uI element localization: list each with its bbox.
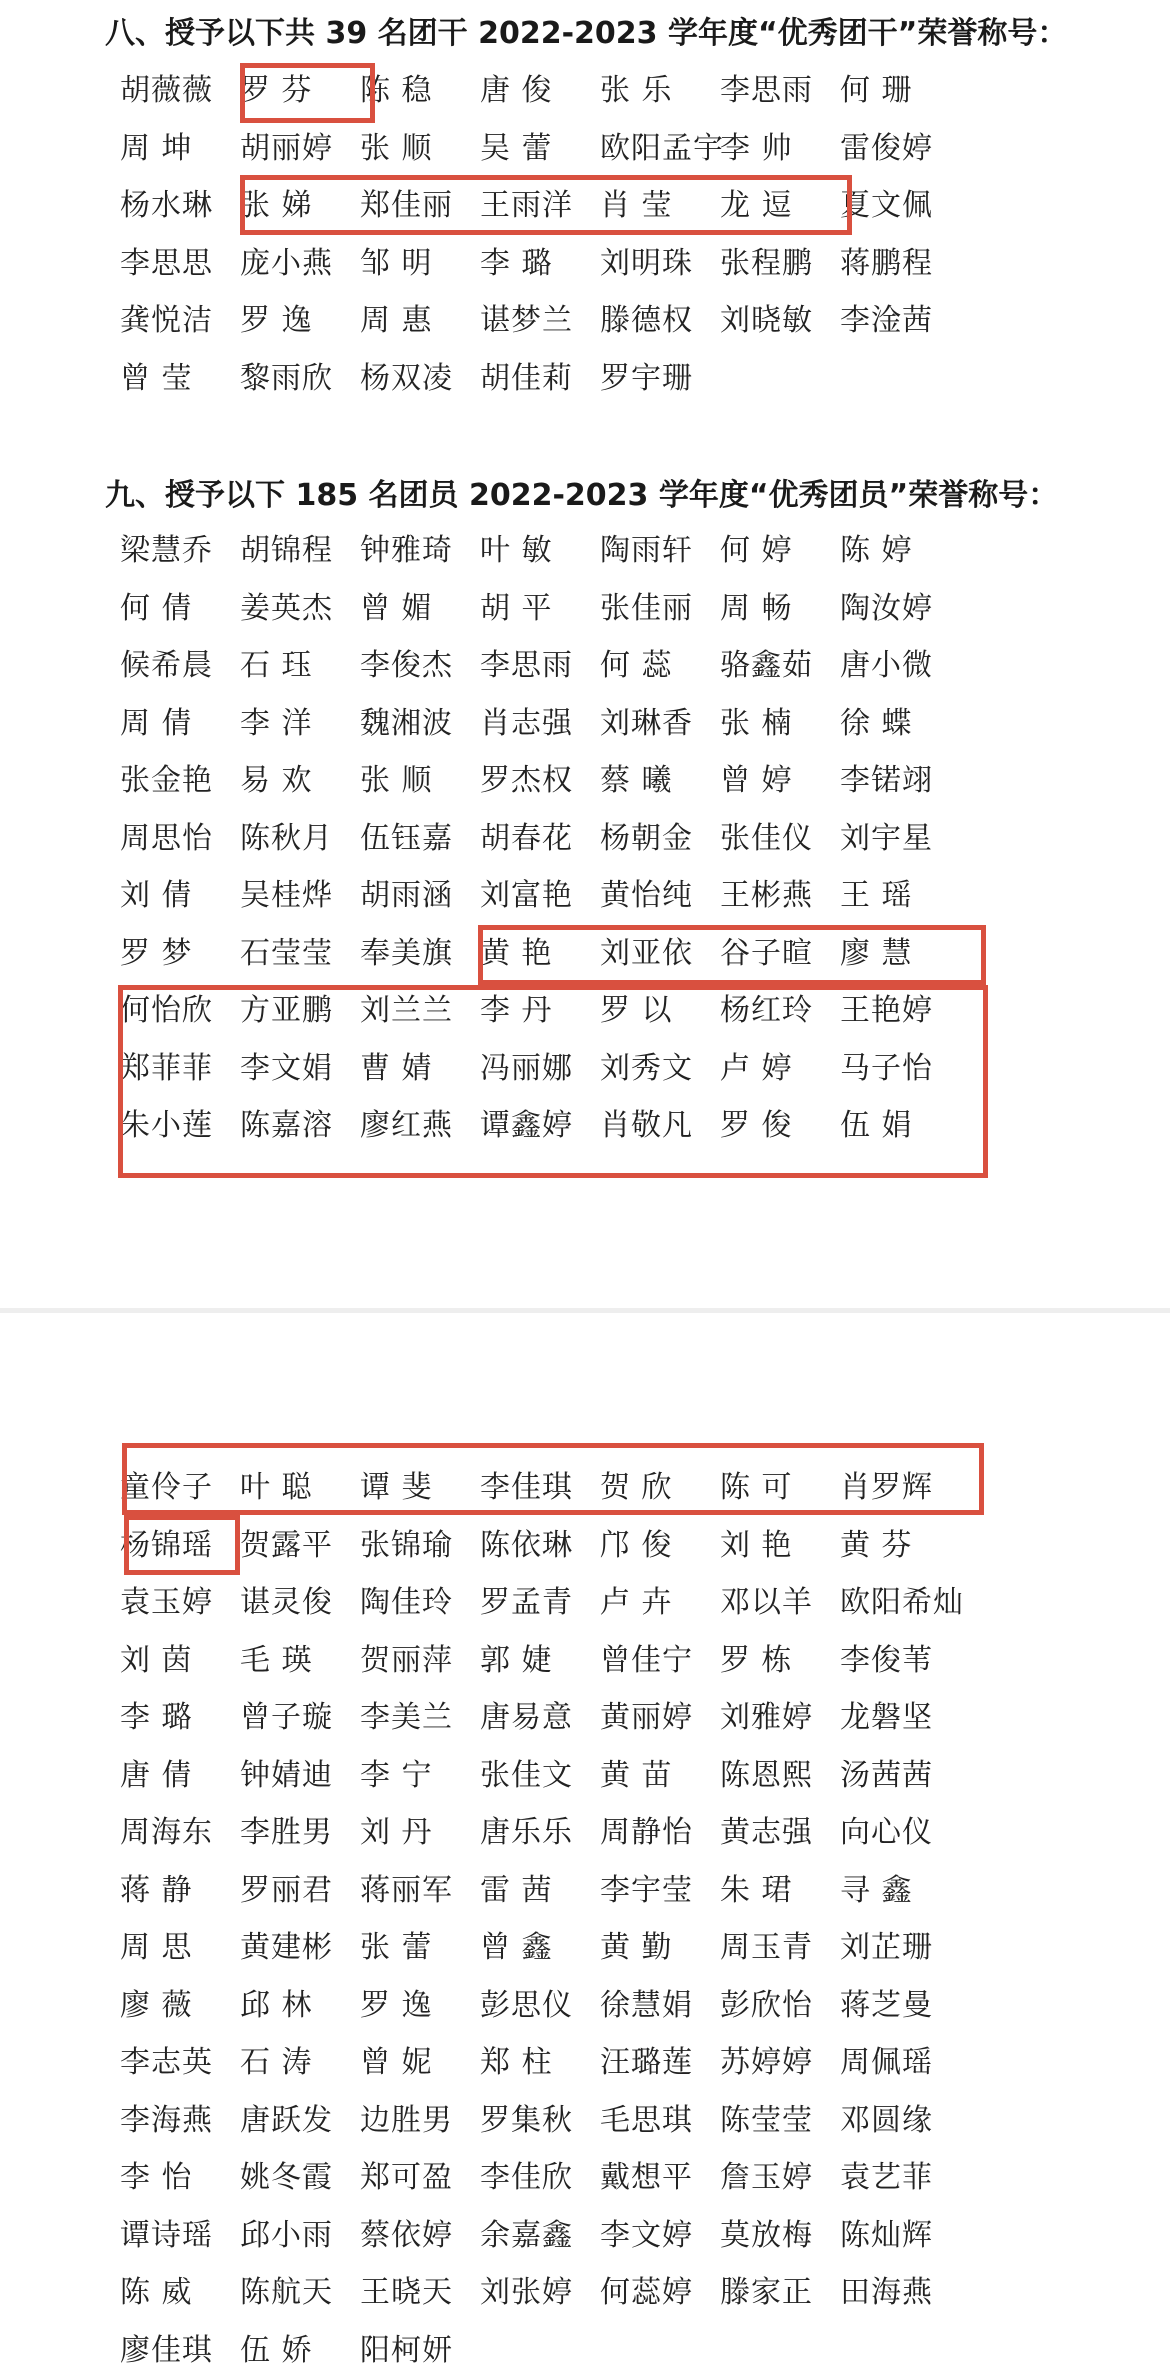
name-cell: 李思思 [120, 245, 213, 281]
name-cell: 胡佳莉 [480, 360, 573, 396]
section-8-heading: 八、授予以下共 39 名团干 2022-2023 学年度“优秀团干”荣誉称号： [105, 16, 1068, 51]
name-cell: 陈航天 [240, 2275, 333, 2310]
name-cell: 陈莹莹 [720, 2102, 813, 2138]
name-cell: 李美兰 [360, 1700, 453, 1735]
name-cell: 张佳文 [480, 1757, 573, 1793]
name-cell: 张 楠 [720, 705, 793, 741]
name-cell: 易 欢 [240, 763, 313, 798]
highlight-box-page2-first-row [122, 1443, 984, 1515]
name-cell: 李佳欣 [480, 2160, 573, 2195]
name-cell: 邱小雨 [240, 2217, 333, 2253]
name-cell: 廖 薇 [120, 1987, 193, 2023]
name-cell: 黄建彬 [240, 1930, 333, 1965]
name-cell: 李宇莹 [600, 1872, 693, 1908]
name-cell: 朱 珺 [720, 1872, 793, 1908]
name-cell: 李文娟 [240, 1050, 333, 1086]
name-cell: 曾佳宁 [600, 1642, 693, 1678]
name-cell: 张佳丽 [600, 590, 693, 626]
name-cell: 钟雅琦 [360, 533, 453, 568]
name-cell: 吴桂烨 [240, 878, 333, 913]
name-cell: 唐 俊 [480, 73, 553, 108]
name-cell: 詹玉婷 [720, 2160, 813, 2195]
highlight-box-luo-fen [240, 63, 375, 123]
name-cell: 罗 芬 [240, 73, 313, 108]
name-cell: 杨水琳 [120, 188, 213, 223]
name-cell: 陈 婷 [840, 533, 913, 568]
name-cell: 阳柯妍 [360, 2332, 453, 2368]
name-cell: 周佩瑶 [840, 2045, 933, 2080]
name-cell: 唐 倩 [120, 1757, 193, 1793]
page-separator [0, 1308, 1170, 1313]
name-cell: 贺丽萍 [360, 1642, 453, 1678]
name-cell: 张 蕾 [360, 1930, 433, 1965]
name-cell: 黄怡纯 [600, 878, 693, 913]
name-cell: 陶佳玲 [360, 1585, 453, 1620]
name-cell: 邓以羊 [720, 1585, 813, 1620]
name-cell: 李 怡 [120, 2160, 193, 2195]
name-cell: 周静怡 [600, 1815, 693, 1850]
name-cell: 周 惠 [360, 303, 433, 338]
name-cell: 苏婷婷 [720, 2045, 813, 2080]
name-cell: 龙磐坚 [840, 1700, 933, 1735]
name-cell: 胡雨涵 [360, 878, 453, 913]
name-cell: 罗杰权 [480, 763, 573, 798]
name-cell: 黄 芬 [840, 1527, 913, 1563]
name-cell: 王艳婷 [840, 993, 933, 1028]
name-cell: 曾 莹 [120, 360, 193, 396]
name-cell: 龙 逗 [720, 188, 793, 223]
name-cell: 蒋鹏程 [840, 245, 933, 281]
name-cell: 刘 倩 [120, 878, 193, 913]
name-cell: 石 涛 [240, 2045, 313, 2080]
name-cell: 罗宇珊 [600, 360, 693, 396]
name-cell: 陈 威 [120, 2275, 193, 2310]
name-cell: 周 畅 [720, 590, 793, 626]
name-cell: 李俊苇 [840, 1642, 933, 1678]
name-cell: 刘兰兰 [360, 993, 453, 1028]
name-cell: 罗孟青 [480, 1585, 573, 1620]
name-cell: 杨红玲 [720, 993, 813, 1028]
name-cell: 肖敬凡 [600, 1108, 693, 1143]
name-cell: 何怡欣 [120, 993, 213, 1028]
name-cell: 刘富艳 [480, 878, 573, 913]
name-cell: 王 瑶 [840, 878, 913, 913]
name-cell: 李海燕 [120, 2102, 213, 2138]
name-cell: 唐易意 [480, 1700, 573, 1735]
name-cell: 彭思仪 [480, 1987, 573, 2023]
name-cell: 郑 柱 [480, 2045, 553, 2080]
name-cell: 郑佳丽 [360, 188, 453, 223]
name-cell: 李胜男 [240, 1815, 333, 1850]
name-cell: 何 倩 [120, 590, 193, 626]
name-cell: 郑菲菲 [120, 1050, 213, 1086]
name-cell: 梁慧乔 [120, 533, 213, 568]
name-cell: 李思雨 [720, 73, 813, 108]
name-cell: 曾 婷 [720, 763, 793, 798]
name-cell: 谭鑫婷 [480, 1108, 573, 1143]
name-cell: 王雨洋 [480, 188, 573, 223]
highlight-box-row3-names [240, 175, 852, 235]
name-cell: 邓圆缘 [840, 2102, 933, 2138]
name-cell: 袁艺菲 [840, 2160, 933, 2195]
name-cell: 何 蕊 [600, 648, 673, 683]
name-cell: 胡薇薇 [120, 73, 213, 108]
name-cell: 石莹莹 [240, 935, 333, 971]
name-cell: 周 倩 [120, 705, 193, 741]
name-cell: 冯丽娜 [480, 1050, 573, 1086]
name-cell: 罗 逸 [240, 303, 313, 338]
name-cell: 欧阳希灿 [840, 1585, 964, 1620]
name-cell: 谷子暄 [720, 935, 813, 971]
name-cell: 罗集秋 [480, 2102, 573, 2138]
name-cell: 周 思 [120, 1930, 193, 1965]
name-cell: 谌梦兰 [480, 303, 573, 338]
name-cell: 袁玉婷 [120, 1585, 213, 1620]
name-cell: 莫放梅 [720, 2217, 813, 2253]
name-cell: 陈秋月 [240, 820, 333, 856]
highlight-box-yang-jinyao [124, 1515, 240, 1575]
name-cell: 李佳琪 [480, 1470, 573, 1505]
name-cell: 杨锦瑶 [120, 1527, 213, 1563]
name-cell: 黄 艳 [480, 935, 553, 971]
name-cell: 伍 娇 [240, 2332, 313, 2368]
name-cell: 田海燕 [840, 2275, 933, 2310]
name-cell: 唐小微 [840, 648, 933, 683]
name-cell: 周海东 [120, 1815, 213, 1850]
name-cell: 陈嘉溶 [240, 1108, 333, 1143]
name-cell: 陶雨轩 [600, 533, 693, 568]
name-cell: 黄 苗 [600, 1757, 673, 1793]
name-cell: 陈 稳 [360, 73, 433, 108]
name-cell: 曹 婧 [360, 1050, 433, 1086]
name-cell: 刘晓敏 [720, 303, 813, 338]
name-cell: 邝 俊 [600, 1527, 673, 1563]
name-cell: 方亚鹏 [240, 993, 333, 1028]
name-cell: 邹 明 [360, 245, 433, 281]
name-cell: 寻 鑫 [840, 1872, 913, 1908]
name-cell: 蒋 静 [120, 1872, 193, 1908]
name-cell: 陈 可 [720, 1470, 793, 1505]
name-cell: 李志英 [120, 2045, 213, 2080]
name-cell: 李 洋 [240, 705, 313, 741]
name-cell: 罗 栋 [720, 1642, 793, 1678]
name-cell: 朱小莲 [120, 1108, 213, 1143]
name-cell: 汪璐莲 [600, 2045, 693, 2080]
name-cell: 欧阳孟宇 [600, 130, 724, 166]
name-cell: 唐跃发 [240, 2102, 333, 2138]
name-cell: 姚冬霞 [240, 2160, 333, 2195]
name-cell: 黄丽婷 [600, 1700, 693, 1735]
name-cell: 邱 林 [240, 1987, 313, 2023]
name-cell: 刘 丹 [360, 1815, 433, 1850]
name-cell: 戴想平 [600, 2160, 693, 2195]
name-cell: 黄志强 [720, 1815, 813, 1850]
name-cell: 黎雨欣 [240, 360, 333, 396]
name-cell: 雷俊婷 [840, 130, 933, 166]
name-cell: 汤茜茜 [840, 1757, 933, 1793]
name-cell: 张程鹏 [720, 245, 813, 281]
highlight-box-three-rows [118, 985, 988, 1178]
name-cell: 蔡 曦 [600, 763, 673, 798]
name-cell: 吴 蕾 [480, 130, 553, 166]
name-cell: 王彬燕 [720, 878, 813, 913]
name-cell: 候希晨 [120, 648, 213, 683]
name-cell: 伍 娟 [840, 1108, 913, 1143]
name-cell: 伍钰嘉 [360, 820, 453, 856]
highlight-box-huang-yan-row [478, 925, 986, 985]
name-cell: 卢 卉 [600, 1585, 673, 1620]
name-cell: 曾 媚 [360, 590, 433, 626]
name-cell: 周玉青 [720, 1930, 813, 1965]
name-cell: 周 坤 [120, 130, 193, 166]
name-cell: 廖 慧 [840, 935, 913, 971]
name-cell: 毛思琪 [600, 2102, 693, 2138]
name-cell: 谭 斐 [360, 1470, 433, 1505]
section-9-heading: 九、授予以下 185 名团员 2022-2023 学年度“优秀团员”荣誉称号： [105, 478, 1059, 513]
name-cell: 谭诗瑶 [120, 2217, 213, 2253]
name-cell: 滕家正 [720, 2275, 813, 2310]
name-cell: 肖罗辉 [840, 1470, 933, 1505]
name-cell: 贺露平 [240, 1527, 333, 1563]
name-cell: 杨朝金 [600, 820, 693, 856]
name-cell: 胡 平 [480, 590, 553, 626]
name-cell: 余嘉鑫 [480, 2217, 573, 2253]
name-cell: 张 乐 [600, 73, 673, 108]
name-cell: 郑可盈 [360, 2160, 453, 2195]
name-cell: 刘 艳 [720, 1527, 793, 1563]
name-cell: 龚悦洁 [120, 303, 213, 338]
name-cell: 李淦茜 [840, 303, 933, 338]
name-cell: 庞小燕 [240, 245, 333, 281]
name-cell: 曾子璇 [240, 1700, 333, 1735]
name-cell: 向心仪 [840, 1815, 933, 1850]
name-cell: 边胜男 [360, 2102, 453, 2138]
name-cell: 陈依琳 [480, 1527, 573, 1563]
name-cell: 张 顺 [360, 763, 433, 798]
name-cell: 张 娣 [240, 188, 313, 223]
name-cell: 刘亚依 [600, 935, 693, 971]
name-cell: 蔡依婷 [360, 2217, 453, 2253]
name-cell: 卢 婷 [720, 1050, 793, 1086]
name-cell: 廖红燕 [360, 1108, 453, 1143]
name-cell: 何蕊婷 [600, 2275, 693, 2310]
name-cell: 肖志强 [480, 705, 573, 741]
name-cell: 蒋芝曼 [840, 1987, 933, 2023]
name-cell: 李文婷 [600, 2217, 693, 2253]
name-cell: 叶 敏 [480, 533, 553, 568]
name-cell: 李 帅 [720, 130, 793, 166]
name-cell: 刘琳香 [600, 705, 693, 741]
name-cell: 谌灵俊 [240, 1585, 333, 1620]
name-cell: 李锘翊 [840, 763, 933, 798]
name-cell: 骆鑫茹 [720, 648, 813, 683]
name-cell: 李俊杰 [360, 648, 453, 683]
name-cell: 马子怡 [840, 1050, 933, 1086]
name-cell: 魏湘波 [360, 705, 453, 741]
name-cell: 陈恩熙 [720, 1757, 813, 1793]
name-cell: 彭欣怡 [720, 1987, 813, 2023]
name-cell: 陈灿辉 [840, 2217, 933, 2253]
name-cell: 郭 婕 [480, 1642, 553, 1678]
name-cell: 杨双凌 [360, 360, 453, 396]
name-cell: 李 璐 [480, 245, 553, 281]
name-cell: 蒋丽军 [360, 1872, 453, 1908]
name-cell: 刘秀文 [600, 1050, 693, 1086]
name-cell: 罗 俊 [720, 1108, 793, 1143]
name-cell: 滕德权 [600, 303, 693, 338]
name-cell: 奉美旗 [360, 935, 453, 971]
name-cell: 李 宁 [360, 1757, 433, 1793]
name-cell: 罗 梦 [120, 935, 193, 971]
name-cell: 肖 莹 [600, 188, 673, 223]
name-cell: 雷 茜 [480, 1872, 553, 1908]
name-cell: 刘宇星 [840, 820, 933, 856]
name-cell: 曾 鑫 [480, 1930, 553, 1965]
name-cell: 何 婷 [720, 533, 793, 568]
name-cell: 唐乐乐 [480, 1815, 573, 1850]
name-cell: 胡锦程 [240, 533, 333, 568]
name-cell: 毛 瑛 [240, 1642, 313, 1678]
name-cell: 张佳仪 [720, 820, 813, 856]
name-cell: 刘张婷 [480, 2275, 573, 2310]
name-cell: 刘芷珊 [840, 1930, 933, 1965]
name-cell: 李思雨 [480, 648, 573, 683]
name-cell: 夏文佩 [840, 188, 933, 223]
name-cell: 张 顺 [360, 130, 433, 166]
name-cell: 张锦瑜 [360, 1527, 453, 1563]
name-cell: 叶 聪 [240, 1470, 313, 1505]
name-cell: 钟婧迪 [240, 1757, 333, 1793]
name-cell: 张金艳 [120, 763, 213, 798]
name-cell: 贺 欣 [600, 1470, 673, 1505]
name-cell: 周思怡 [120, 820, 213, 856]
name-cell: 曾 妮 [360, 2045, 433, 2080]
name-cell: 李 丹 [480, 993, 553, 1028]
name-cell: 陶汝婷 [840, 590, 933, 626]
name-cell: 罗丽君 [240, 1872, 333, 1908]
name-cell: 刘雅婷 [720, 1700, 813, 1735]
name-cell: 姜英杰 [240, 590, 333, 626]
name-cell: 刘 茵 [120, 1642, 193, 1678]
name-cell: 黄 勤 [600, 1930, 673, 1965]
name-cell: 石 珏 [240, 648, 313, 683]
name-cell: 刘明珠 [600, 245, 693, 281]
name-cell: 李 璐 [120, 1700, 193, 1735]
name-cell: 何 珊 [840, 73, 913, 108]
name-cell: 胡春花 [480, 820, 573, 856]
name-cell: 王晓天 [360, 2275, 453, 2310]
name-cell: 徐 蝶 [840, 705, 913, 741]
name-cell: 徐慧娟 [600, 1987, 693, 2023]
name-cell: 童伶子 [120, 1470, 213, 1505]
name-cell: 胡丽婷 [240, 130, 333, 166]
name-cell: 罗 逸 [360, 1987, 433, 2023]
name-cell: 廖佳琪 [120, 2332, 213, 2368]
name-cell: 罗 以 [600, 993, 673, 1028]
